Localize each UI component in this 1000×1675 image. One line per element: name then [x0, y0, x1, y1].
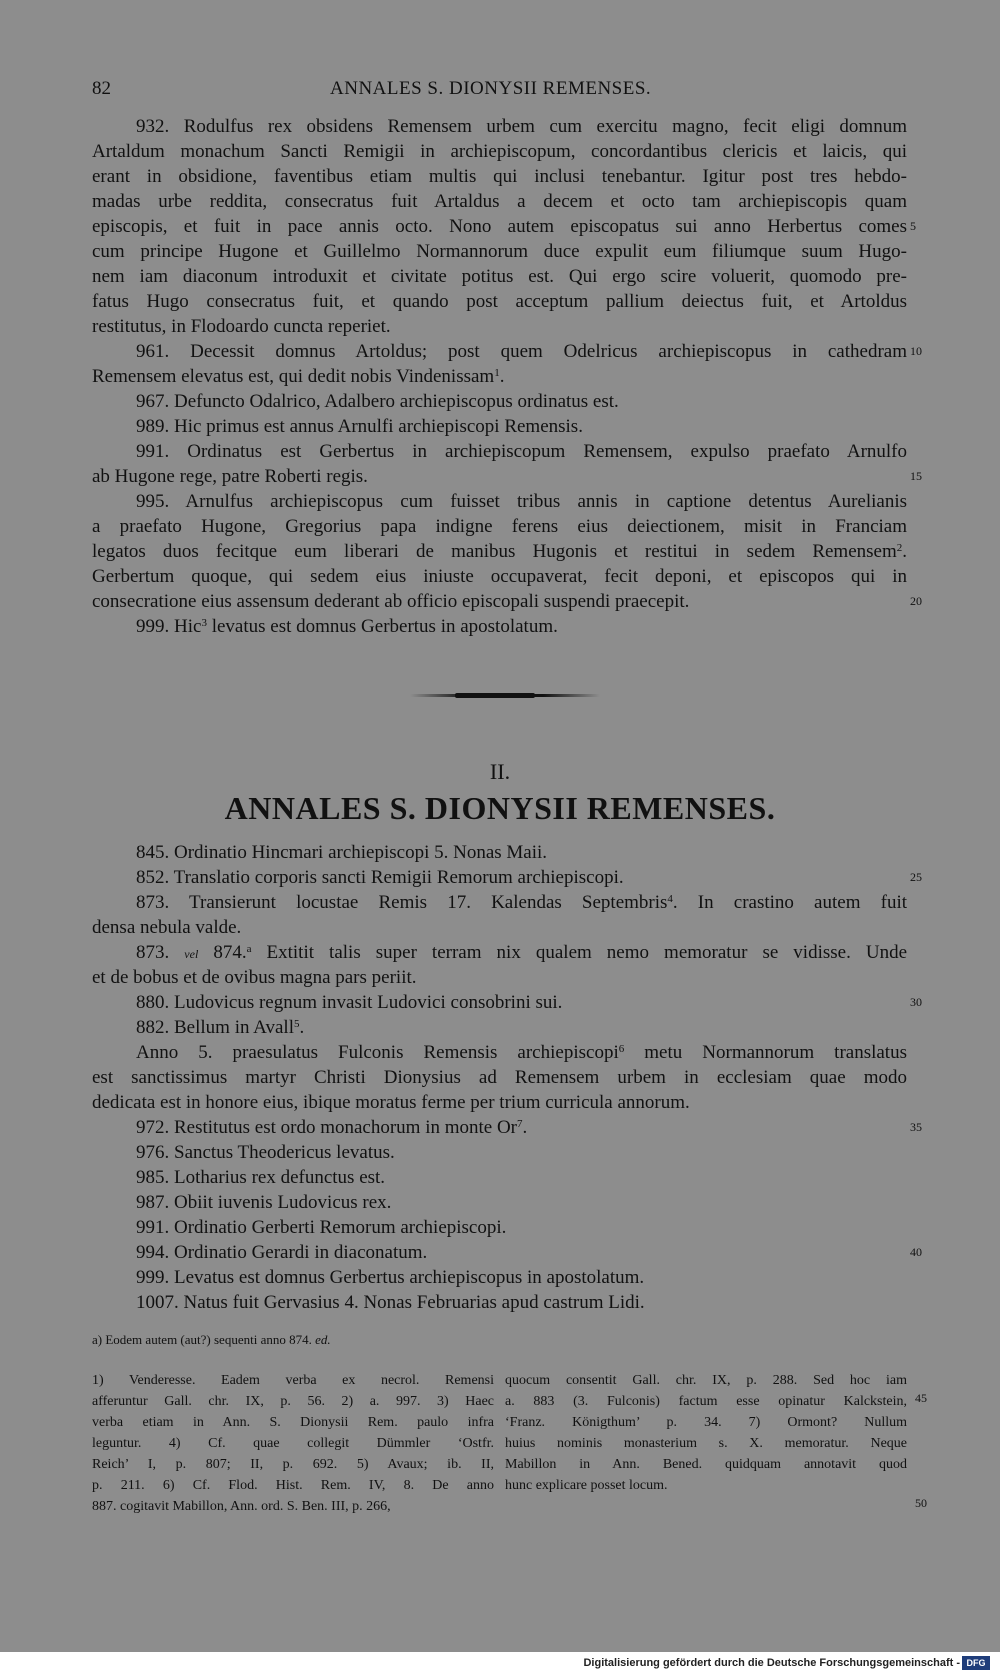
- annals-text-block-1: [92, 114, 922, 639]
- line-text: 994. Ordinatio Gerardi in diaconatum.: [136, 1242, 428, 1263]
- line-text: est sanctissimus martyr Christi Dionysius ad Remensem urbem in ecclesiam quae modo: [92, 1067, 907, 1088]
- text-line: [92, 1215, 907, 1240]
- text-line: [92, 1090, 907, 1115]
- text-line: [92, 264, 907, 289]
- text-line: [92, 164, 907, 189]
- line-text: Anno 5. praesulatus Fulconis Remensis archiepiscopi: [136, 1042, 619, 1063]
- line-text-continued: 874.: [198, 942, 247, 963]
- line-number-45: 45: [915, 1391, 927, 1405]
- digitization-credit-bar: [0, 1652, 1000, 1675]
- text-line: [92, 139, 907, 164]
- line-text: 985. Lotharius rex defunctus est.: [136, 1167, 386, 1188]
- line-text: Artaldum monachum Sancti Remigii in archiepiscopum, concordantibus clericis et laicis, qui: [92, 141, 907, 162]
- line-number-50: 50: [915, 1496, 927, 1510]
- line-text: 873.: [136, 942, 185, 963]
- line-text: 1007. Natus fuit Gervasius 4. Nonas Februarias apud castrum Lidi.: [136, 1292, 645, 1313]
- text-line: [92, 1115, 922, 1140]
- line-number: 40: [910, 1245, 922, 1259]
- line-text: a praefato Hugone, Gregorius papa indigne ferens eius deiectionem, misit in Franciam: [92, 516, 907, 537]
- line-text: 987. Obiit iuvenis Ludovicus rex.: [136, 1192, 392, 1213]
- line-number: 5: [910, 219, 916, 233]
- footnotes-left-column: [92, 1370, 494, 1517]
- credit-text: Digitalisierung gefördert durch die Deutsche Forschungsgemeinschaft -: [583, 1657, 960, 1669]
- footnote-line-text: 887. cogitavit Mabillon, Ann. ord. S. Ben. III, p. 266,: [92, 1499, 391, 1514]
- text-line: [92, 940, 907, 965]
- text-line: [92, 865, 922, 890]
- footnotes-right-column: [505, 1370, 907, 1496]
- footnote-line-text: verba etiam in Ann. S. Dionysii Rem. paulo infra: [92, 1415, 494, 1430]
- text-line: [92, 489, 907, 514]
- line-text: episcopis, et fuit in pace annis octo. Nono autem episcopatus sui anno Herbertus comes: [92, 216, 907, 237]
- line-text: cum principe Hugone et Guillelmo Normannorum duce expulit eum filiumque suum Hugo-: [92, 241, 907, 262]
- annals-text-block-2: [92, 840, 922, 1315]
- line-text: restitutus, in Flodoardo cuncta reperiet.: [92, 316, 391, 337]
- dfg-logo-icon: DFG: [962, 1656, 990, 1670]
- footnote-marker: a: [246, 943, 252, 955]
- text-line: [92, 364, 907, 389]
- footnote-line-text: leguntur. 4) Cf. quae collegit Dümmler ‘Ostfr.: [92, 1436, 494, 1451]
- footnote-reference: 6: [618, 1043, 625, 1055]
- line-text: 991. Ordinatio Gerberti Remorum archiepiscopi.: [136, 1217, 507, 1238]
- line-text-continued: .: [522, 1117, 528, 1138]
- text-line: [92, 214, 916, 239]
- text-line: [92, 589, 922, 614]
- section-title: ANNALES S. DIONYSII REMENSES.: [224, 790, 776, 826]
- page-header: [92, 78, 664, 104]
- text-line: [92, 1165, 907, 1190]
- line-text: 882. Bellum in Avall: [136, 1017, 294, 1038]
- text-line: [92, 965, 907, 990]
- footnote-line: [92, 1475, 494, 1496]
- line-text: 995. Arnulfus archiepiscopus cum fuisset tribus annis in captione detentus Aurelianis: [136, 491, 907, 512]
- line-text: 961. Decessit domnus Artoldus; post quem Odelricus archiepiscopus in cathedram: [136, 341, 907, 362]
- line-number: 35: [910, 1120, 922, 1134]
- text-line: [92, 1190, 907, 1215]
- footnote-a-ed: ed.: [315, 1332, 331, 1347]
- footnote-line-text: huius nominis monasterium s. X. memoratur. Neque: [505, 1436, 907, 1451]
- text-line: [92, 1015, 907, 1040]
- line-text: 880. Ludovicus regnum invasit Ludovici consobrini sui.: [136, 992, 563, 1013]
- line-text: 972. Restitutus est ordo monachorum in monte Or: [136, 1117, 518, 1138]
- vel-annotation: vel: [184, 947, 199, 961]
- footnote-line-text: Reich’ I, p. 807; II, p. 692. 5) Avaux; ib. II,: [92, 1457, 494, 1472]
- footnote-line-text: quocum consentit Gall. chr. IX, p. 288. Sed hoc iam: [505, 1373, 907, 1388]
- text-line: [92, 189, 907, 214]
- footnote-reference: 2: [896, 542, 903, 554]
- footnote-line: [92, 1412, 494, 1433]
- text-line: [92, 890, 907, 915]
- line-text-continued: levatus est domnus Gerbertus in apostolatum.: [206, 616, 558, 637]
- text-line: [92, 990, 922, 1015]
- footnote-a-text: a) Eodem autem (aut?) sequenti anno 874.: [92, 1332, 316, 1347]
- line-text-continued: .: [902, 541, 907, 562]
- line-text: 999. Levatus est domnus Gerbertus archiepiscopus in apostolatum.: [136, 1267, 645, 1288]
- text-line: [92, 414, 907, 439]
- text-line: [92, 564, 907, 589]
- text-line: [92, 464, 922, 489]
- text-line: [92, 840, 907, 865]
- footnote-line-text: p. 211. 6) Cf. Flod. Hist. Rem. IV, 8. De anno: [92, 1478, 494, 1493]
- line-text: densa nebula valde.: [92, 917, 242, 938]
- text-line: [92, 1040, 907, 1065]
- footnote-line: [92, 1496, 494, 1517]
- line-text: erant in obsidione, faventibus etiam multis qui inclusi tenebantur. Igitur post tres hebdo-: [92, 166, 907, 187]
- line-text-continued: .: [499, 366, 505, 387]
- line-number: 25: [910, 870, 922, 884]
- line-text: 845. Ordinatio Hincmari archiepiscopi 5. Nonas Maii.: [136, 842, 548, 863]
- footnote-line-text: a. 883 (3. Fulconis) factum esse opinatur Kalckstein,: [505, 1394, 907, 1409]
- line-text: nem iam diaconum introduxit et civitate potitus est. Qui ergo scire voluerit, quomodo pre-: [92, 266, 907, 287]
- footnote-line: [505, 1475, 907, 1496]
- footnote-reference: 3: [201, 617, 207, 629]
- line-text: 976. Sanctus Theodericus levatus.: [136, 1142, 395, 1163]
- footnote-line: [92, 1454, 494, 1475]
- footnote-reference: 1: [494, 367, 500, 379]
- line-text: ab Hugone rege, patre Roberti regis.: [92, 466, 368, 487]
- line-text-continued: metu Normannorum translatus: [624, 1042, 907, 1063]
- line-text: 967. Defuncto Odalrico, Adalbero archiepiscopus ordinatus est.: [136, 391, 619, 412]
- line-text: dedicata est in honore eius, ibique moratus ferme per trium curricula annorum.: [92, 1092, 690, 1113]
- text-line: [92, 1140, 907, 1165]
- footnote-line-text: hunc explicare posset locum.: [505, 1478, 668, 1493]
- text-line: [92, 339, 922, 364]
- text-line: [92, 539, 907, 564]
- line-text: 991. Ordinatus est Gerbertus in archiepiscopum Remensem, expulso praefato Arnulfo: [136, 441, 907, 462]
- footnote-line-text: afferuntur Gall. chr. IX, p. 56. 2) a. 997. 3) Haec: [92, 1394, 494, 1409]
- footnote-reference: 5: [293, 1018, 300, 1030]
- text-line: [92, 114, 907, 139]
- footnote-line: [505, 1433, 907, 1454]
- line-number: 15: [910, 469, 922, 483]
- running-title: ANNALES S. DIONYSII REMENSES.: [330, 78, 652, 99]
- footnote-line: [92, 1370, 494, 1391]
- line-number: 10: [910, 344, 922, 358]
- footnote-a: [92, 1332, 331, 1348]
- line-text: 852. Translatio corporis sancti Remigii Remorum archiepiscopi.: [136, 867, 624, 888]
- text-line: [92, 915, 907, 940]
- line-text: 989. Hic primus est annus Arnulfi archiepiscopi Remensis.: [136, 416, 583, 437]
- line-number: 30: [910, 995, 922, 1009]
- footnote-line-text: Mabillon in Ann. Bened. quidquam annotavit quod: [505, 1457, 907, 1472]
- line-text: 932. Rodulfus rex obsidens Remensem urbem cum exercitu magno, fecit eligi domnum: [136, 116, 907, 137]
- line-text-continued: . In crastino autem fuit: [672, 892, 907, 913]
- text-line: [92, 1290, 907, 1315]
- footnote-reference: 7: [517, 1118, 523, 1130]
- line-text-continued: .: [299, 1017, 305, 1038]
- line-text: madas urbe reddita, consecratus fuit Artaldus a decem et octo tam archiepiscopis quam: [92, 191, 907, 212]
- text-line: [92, 314, 907, 339]
- footnote-line: [505, 1370, 907, 1391]
- text-line: [92, 614, 907, 639]
- text-line: [92, 439, 907, 464]
- line-text-continued: Extitit talis super terram nix qualem nemo memoratur se vidisse. Unde: [251, 942, 908, 963]
- page-number: 82: [92, 78, 111, 99]
- footnote-line: [92, 1433, 494, 1454]
- line-number: 20: [910, 594, 922, 608]
- footnote-reference: 4: [667, 893, 673, 905]
- text-line: [92, 1240, 922, 1265]
- footnote-line: [92, 1391, 494, 1412]
- text-line: [92, 389, 907, 414]
- text-line: [92, 289, 907, 314]
- text-line: [92, 239, 907, 264]
- line-text: fatus Hugo consecratus fuit, et quando post acceptum pallium deiectus fuit, et Artoldus: [92, 291, 907, 312]
- text-line: [92, 514, 907, 539]
- line-text: Gerbertum quoque, qui sedem eius iniuste occupaverat, fecit deponi, et episcopos qui in: [92, 566, 907, 587]
- line-text: 873. Transierunt locustae Remis 17. Kalendas Septembris: [136, 892, 668, 913]
- line-text: legatos duos fecitque eum liberari de manibus Hugonis et restitui in sedem Remensem: [92, 541, 897, 562]
- line-text: Remensem elevatus est, qui dedit nobis Vindenissam: [92, 366, 495, 387]
- line-text: consecratione eius assensum dederant ab officio episcopali suspendi praecepit.: [92, 591, 690, 612]
- line-text: 999. Hic: [136, 616, 202, 637]
- text-line: [92, 1065, 907, 1090]
- footnote-line: [505, 1391, 907, 1412]
- footnote-line-text: ‘Franz. Königthum’ p. 34. 7) Ormont? Nullum: [505, 1415, 907, 1430]
- footnote-line: [505, 1454, 907, 1475]
- footnote-line: [505, 1412, 907, 1433]
- footnote-line-text: 1) Venderesse. Eadem verba ex necrol. Remensi: [92, 1373, 494, 1388]
- line-text: et de bobus et de ovibus magna pars periit.: [92, 967, 417, 988]
- section-divider-swell: [455, 693, 535, 698]
- section-number: II.: [489, 759, 511, 784]
- text-line: [92, 1265, 907, 1290]
